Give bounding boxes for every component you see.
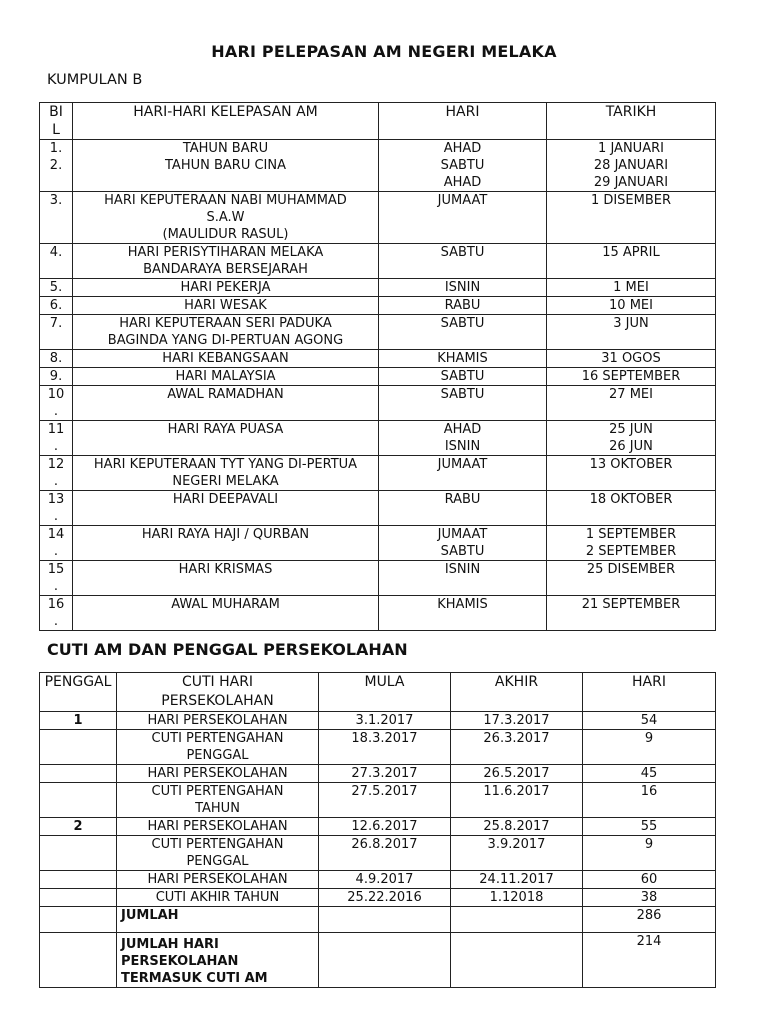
row-number-line: . bbox=[53, 509, 59, 524]
term-number bbox=[40, 889, 117, 907]
term-days-line: 54 bbox=[640, 713, 658, 728]
term-start-line: 3.1.2017 bbox=[355, 713, 414, 728]
row-number bbox=[40, 561, 73, 596]
holiday-date-line: 29 JANUARI bbox=[593, 175, 669, 190]
holiday-day-line: JUMAAT bbox=[437, 193, 488, 208]
holiday-name-line: AWAL MUHARAM bbox=[171, 597, 280, 612]
term-start bbox=[319, 836, 451, 871]
holiday-day-line: ISNIN bbox=[444, 562, 481, 577]
holiday-name-line: NEGERI MELAKA bbox=[172, 474, 279, 489]
holiday-date-line: 1 JANUARI bbox=[598, 141, 664, 156]
holiday-date-line: 26 JUN bbox=[609, 439, 653, 454]
total-empty bbox=[451, 933, 583, 988]
holiday-day bbox=[379, 561, 547, 596]
row-number-line: 14 bbox=[47, 527, 65, 542]
holiday-date bbox=[547, 596, 716, 631]
term-start-line: 27.5.2017 bbox=[351, 784, 418, 799]
holiday-day-line: ISNIN bbox=[444, 280, 481, 295]
table-row bbox=[40, 421, 716, 456]
total-label bbox=[117, 907, 319, 933]
term-number bbox=[40, 783, 117, 818]
row-number bbox=[40, 421, 73, 456]
holiday-date bbox=[547, 421, 716, 456]
term-days-line: 38 bbox=[640, 890, 658, 905]
term-end bbox=[451, 765, 583, 783]
row-number-line: 4. bbox=[49, 245, 63, 260]
term-type bbox=[117, 889, 319, 907]
term-type-line: HARI PERSEKOLAHAN bbox=[147, 713, 288, 728]
row-number-line: 1. bbox=[49, 141, 63, 156]
holiday-name-line: HARI RAYA HAJI / QURBAN bbox=[141, 527, 310, 542]
term-days-line: 16 bbox=[640, 784, 658, 799]
holiday-table bbox=[39, 102, 716, 631]
holiday-date-line: 15 APRIL bbox=[602, 245, 660, 260]
holiday-name-line: HARI KEPUTERAAN TYT YANG DI-PERTUA bbox=[93, 457, 358, 472]
holiday-date bbox=[547, 297, 716, 315]
total-empty bbox=[40, 907, 117, 933]
header-hari: HARI bbox=[583, 673, 716, 712]
header-akhir: AKHIR bbox=[451, 673, 583, 712]
term-type bbox=[117, 871, 319, 889]
row-number bbox=[40, 192, 73, 244]
holiday-name-line: TAHUN BARU bbox=[182, 141, 269, 156]
holiday-name bbox=[73, 279, 379, 297]
row-number-line: . bbox=[53, 439, 59, 454]
holiday-name bbox=[73, 561, 379, 596]
holiday-date-line: 10 MEI bbox=[609, 298, 653, 313]
term-start bbox=[319, 818, 451, 836]
holiday-date bbox=[547, 315, 716, 350]
term-type-line: CUTI PERTENGAHAN bbox=[151, 837, 284, 852]
term-number bbox=[40, 818, 117, 836]
table-row bbox=[40, 765, 716, 783]
table-row bbox=[40, 368, 716, 386]
holiday-date-line: 1 SEPTEMBER bbox=[585, 527, 677, 542]
row-number-line: 13 bbox=[47, 492, 65, 507]
holiday-day bbox=[379, 244, 547, 279]
holiday-name bbox=[73, 244, 379, 279]
holiday-date-line: 3 JUN bbox=[613, 316, 649, 331]
holiday-name bbox=[73, 192, 379, 244]
total-label-line: JUMLAH bbox=[121, 908, 179, 923]
term-days-line: 9 bbox=[644, 837, 654, 852]
term-type bbox=[117, 783, 319, 818]
term-number bbox=[40, 836, 117, 871]
holiday-day-line: JUMAAT bbox=[437, 457, 488, 472]
total-school-label bbox=[117, 933, 319, 988]
holiday-name-line: HARI PEKERJA bbox=[180, 280, 271, 295]
holiday-date bbox=[547, 368, 716, 386]
total-empty bbox=[451, 907, 583, 933]
row-number bbox=[40, 386, 73, 421]
holiday-day bbox=[379, 421, 547, 456]
holiday-day-line: KHAMIS bbox=[437, 597, 488, 612]
term-number bbox=[40, 730, 117, 765]
term-days bbox=[583, 730, 716, 765]
term-type-line: CUTI PERTENGAHAN bbox=[151, 784, 284, 799]
term-type bbox=[117, 818, 319, 836]
holiday-day bbox=[379, 368, 547, 386]
term-end bbox=[451, 871, 583, 889]
header-date: TARIKH bbox=[547, 103, 716, 140]
term-type-line: PENGGAL bbox=[186, 854, 249, 869]
term-days-line: 55 bbox=[640, 819, 658, 834]
term-start-line: 18.3.2017 bbox=[351, 731, 418, 746]
header-holiday-name: HARI-HARI KELEPASAN AM bbox=[73, 103, 379, 140]
holiday-date bbox=[547, 279, 716, 297]
holiday-date-line: 13 OKTOBER bbox=[589, 457, 673, 472]
holiday-date bbox=[547, 140, 716, 192]
holiday-name-line: HARI PERISYTIHARAN MELAKA bbox=[127, 245, 324, 260]
holiday-name bbox=[73, 386, 379, 421]
term-number bbox=[40, 765, 117, 783]
holiday-date bbox=[547, 456, 716, 491]
term-end bbox=[451, 783, 583, 818]
holiday-date-line: 18 OKTOBER bbox=[589, 492, 673, 507]
holiday-day bbox=[379, 386, 547, 421]
row-number-line: 11 bbox=[47, 422, 65, 437]
holiday-date-line: 1 DISEMBER bbox=[590, 193, 672, 208]
holiday-name bbox=[73, 350, 379, 368]
term-start-line: 27.3.2017 bbox=[351, 766, 418, 781]
table-row bbox=[40, 140, 716, 192]
row-number-line: 15 bbox=[47, 562, 65, 577]
row-number-line: 5. bbox=[49, 280, 63, 295]
holiday-name bbox=[73, 526, 379, 561]
table-row bbox=[40, 871, 716, 889]
table-row bbox=[40, 244, 716, 279]
holiday-date-line: 16 SEPTEMBER bbox=[581, 369, 681, 384]
holiday-name-line: HARI WESAK bbox=[184, 298, 267, 313]
row-number-line: . bbox=[53, 544, 59, 559]
term-days bbox=[583, 889, 716, 907]
holiday-day-line: AHAD bbox=[443, 175, 482, 190]
holiday-name bbox=[73, 297, 379, 315]
holiday-day bbox=[379, 140, 547, 192]
holiday-date-line: 27 MEI bbox=[609, 387, 653, 402]
table-row bbox=[40, 596, 716, 631]
holiday-name bbox=[73, 368, 379, 386]
term-start bbox=[319, 889, 451, 907]
row-number-line: 16 bbox=[47, 597, 65, 612]
holiday-date bbox=[547, 244, 716, 279]
term-type bbox=[117, 836, 319, 871]
holiday-name bbox=[73, 315, 379, 350]
term-start bbox=[319, 871, 451, 889]
row-number-line: . bbox=[53, 474, 59, 489]
holiday-date-line: 31 OGOS bbox=[601, 351, 661, 366]
holiday-name-line: (MAULIDUR RASUL) bbox=[162, 227, 289, 242]
term-end-line: 26.5.2017 bbox=[483, 766, 550, 781]
term-number bbox=[40, 871, 117, 889]
holiday-day-line: KHAMIS bbox=[437, 351, 488, 366]
holiday-day bbox=[379, 192, 547, 244]
table-row bbox=[40, 297, 716, 315]
holiday-name-line: HARI KRISMAS bbox=[178, 562, 273, 577]
term-type-line: TAHUN bbox=[195, 801, 240, 816]
total-school-value bbox=[583, 933, 716, 988]
holiday-day-line: ISNIN bbox=[444, 439, 481, 454]
term-end bbox=[451, 712, 583, 730]
term-end-line: 25.8.2017 bbox=[483, 819, 550, 834]
holiday-name bbox=[73, 140, 379, 192]
term-end bbox=[451, 836, 583, 871]
row-number bbox=[40, 350, 73, 368]
holiday-name bbox=[73, 596, 379, 631]
holiday-date bbox=[547, 526, 716, 561]
holiday-date-line: 25 JUN bbox=[609, 422, 653, 437]
header-bil: BIL bbox=[40, 103, 73, 140]
term-start bbox=[319, 765, 451, 783]
row-number-line: 2. bbox=[49, 158, 63, 173]
table-row bbox=[40, 889, 716, 907]
row-number-line: 9. bbox=[49, 369, 63, 384]
term-start-line: 12.6.2017 bbox=[351, 819, 418, 834]
holiday-date-line: 28 JANUARI bbox=[593, 158, 669, 173]
term-start bbox=[319, 730, 451, 765]
holiday-date-line: 1 MEI bbox=[613, 280, 649, 295]
row-number bbox=[40, 315, 73, 350]
page-title: HARI PELEPASAN AM NEGERI MELAKA bbox=[211, 42, 557, 61]
term-end-line: 1.12018 bbox=[489, 890, 544, 905]
row-number bbox=[40, 368, 73, 386]
table-row bbox=[40, 526, 716, 561]
holiday-date-line: 2 SEPTEMBER bbox=[585, 544, 677, 559]
total-value bbox=[583, 907, 716, 933]
table-row bbox=[40, 350, 716, 368]
total-school-row bbox=[40, 933, 716, 988]
row-number bbox=[40, 456, 73, 491]
row-number-line: . bbox=[53, 614, 59, 629]
section-title: CUTI AM DAN PENGGAL PERSEKOLAHAN bbox=[47, 640, 408, 659]
row-number bbox=[40, 279, 73, 297]
total-row bbox=[40, 907, 716, 933]
holiday-date-line: 25 DISEMBER bbox=[586, 562, 676, 577]
holiday-day-line: SABTU bbox=[440, 544, 485, 559]
holiday-day bbox=[379, 350, 547, 368]
holiday-day-line: SABTU bbox=[440, 158, 485, 173]
row-number-line: 3. bbox=[49, 193, 63, 208]
holiday-date bbox=[547, 491, 716, 526]
holiday-name-line: BANDARAYA BERSEJARAH bbox=[143, 262, 308, 277]
header-penggal: PENGGAL bbox=[40, 673, 117, 712]
holiday-name bbox=[73, 491, 379, 526]
group-label: KUMPULAN B bbox=[47, 72, 143, 88]
holiday-name-line: HARI MALAYSIA bbox=[175, 369, 276, 384]
row-number-line: 8. bbox=[49, 351, 63, 366]
holiday-name bbox=[73, 456, 379, 491]
holiday-name-line: HARI KEPUTERAAN SERI PADUKA bbox=[119, 316, 332, 331]
term-days-line: 60 bbox=[640, 872, 658, 887]
holiday-day-line: SABTU bbox=[440, 369, 485, 384]
row-number bbox=[40, 140, 73, 192]
term-end-line: 11.6.2017 bbox=[483, 784, 550, 799]
term-start-line: 25.22.2016 bbox=[347, 890, 422, 905]
table-row bbox=[40, 456, 716, 491]
holiday-name-line: HARI KEBANGSAAN bbox=[162, 351, 289, 366]
row-number bbox=[40, 526, 73, 561]
term-start bbox=[319, 712, 451, 730]
holiday-day bbox=[379, 596, 547, 631]
row-number bbox=[40, 596, 73, 631]
holiday-name-line: BAGINDA YANG DI-PERTUAN AGONG bbox=[107, 333, 344, 348]
school-term-table bbox=[39, 672, 716, 988]
holiday-day bbox=[379, 526, 547, 561]
table-row bbox=[40, 561, 716, 596]
term-end-line: 26.3.2017 bbox=[483, 731, 550, 746]
holiday-date bbox=[547, 350, 716, 368]
term-type-line: CUTI AKHIR TAHUN bbox=[155, 890, 280, 905]
holiday-name bbox=[73, 421, 379, 456]
row-number bbox=[40, 297, 73, 315]
holiday-name-line: HARI KEPUTERAAN NABI MUHAMMAD bbox=[104, 193, 347, 208]
total-school-value-line: 214 bbox=[636, 934, 662, 949]
term-days bbox=[583, 765, 716, 783]
table-row bbox=[40, 783, 716, 818]
table-row bbox=[40, 192, 716, 244]
term-number-line: 1 bbox=[73, 713, 83, 728]
term-type-line: HARI PERSEKOLAHAN bbox=[147, 766, 288, 781]
term-days-line: 9 bbox=[644, 731, 654, 746]
row-number-line: 7. bbox=[49, 316, 63, 331]
table-row bbox=[40, 279, 716, 297]
header-day: HARI bbox=[379, 103, 547, 140]
holiday-table-header bbox=[40, 103, 716, 140]
holiday-date bbox=[547, 192, 716, 244]
holiday-day bbox=[379, 456, 547, 491]
table-row bbox=[40, 730, 716, 765]
holiday-day-line: RABU bbox=[444, 298, 481, 313]
term-type-line: CUTI PERTENGAHAN bbox=[151, 731, 284, 746]
total-school-label-line: PERSEKOLAHAN bbox=[121, 954, 239, 969]
holiday-name-line: AWAL RAMADHAN bbox=[167, 387, 284, 402]
term-start-line: 26.8.2017 bbox=[351, 837, 418, 852]
total-school-label-line: TERMASUK CUTI AM bbox=[121, 971, 268, 986]
row-number bbox=[40, 491, 73, 526]
header-mula: MULA bbox=[319, 673, 451, 712]
holiday-name-line: HARI RAYA PUASA bbox=[167, 422, 284, 437]
term-days bbox=[583, 818, 716, 836]
term-end bbox=[451, 730, 583, 765]
term-table-header bbox=[40, 673, 716, 712]
holiday-day-line: SABTU bbox=[440, 316, 485, 331]
term-end bbox=[451, 818, 583, 836]
term-days bbox=[583, 783, 716, 818]
row-number-line: 6. bbox=[49, 298, 63, 313]
holiday-day-line: AHAD bbox=[443, 422, 482, 437]
total-empty bbox=[40, 933, 117, 988]
total-school-label-line: JUMLAH HARI bbox=[121, 937, 219, 952]
term-days-line: 45 bbox=[640, 766, 658, 781]
holiday-date-line: 21 SEPTEMBER bbox=[581, 597, 681, 612]
holiday-day-line: JUMAAT bbox=[437, 527, 488, 542]
term-end-line: 3.9.2017 bbox=[487, 837, 546, 852]
term-type bbox=[117, 712, 319, 730]
holiday-day bbox=[379, 279, 547, 297]
term-end-line: 17.3.2017 bbox=[483, 713, 550, 728]
term-start bbox=[319, 783, 451, 818]
term-start-line: 4.9.2017 bbox=[355, 872, 414, 887]
holiday-date bbox=[547, 386, 716, 421]
row-number bbox=[40, 244, 73, 279]
term-days bbox=[583, 712, 716, 730]
term-end bbox=[451, 889, 583, 907]
row-number-line: . bbox=[53, 579, 59, 594]
term-number bbox=[40, 712, 117, 730]
table-row bbox=[40, 836, 716, 871]
header-cuti: CUTI HARI PERSEKOLAHAN bbox=[117, 673, 319, 712]
row-number-line: 12 bbox=[47, 457, 65, 472]
holiday-day bbox=[379, 491, 547, 526]
total-value-line: 286 bbox=[636, 908, 662, 923]
total-empty bbox=[319, 933, 451, 988]
term-days bbox=[583, 871, 716, 889]
term-number-line: 2 bbox=[73, 819, 83, 834]
holiday-name-line: HARI DEEPAVALI bbox=[172, 492, 279, 507]
term-type-line: PENGGAL bbox=[186, 748, 249, 763]
holiday-day-line: AHAD bbox=[443, 141, 482, 156]
holiday-day-line: RABU bbox=[444, 492, 481, 507]
holiday-name-line: TAHUN BARU CINA bbox=[165, 158, 286, 173]
holiday-day-line: SABTU bbox=[440, 245, 485, 260]
term-type bbox=[117, 730, 319, 765]
holiday-name-line: S.A.W bbox=[206, 210, 245, 225]
table-row bbox=[40, 386, 716, 421]
row-number-line: . bbox=[53, 404, 59, 419]
table-row bbox=[40, 712, 716, 730]
term-end-line: 24.11.2017 bbox=[479, 872, 554, 887]
row-number-line: 10 bbox=[47, 387, 65, 402]
table-row bbox=[40, 491, 716, 526]
term-type-line: HARI PERSEKOLAHAN bbox=[147, 872, 288, 887]
total-empty bbox=[319, 907, 451, 933]
term-type bbox=[117, 765, 319, 783]
holiday-day bbox=[379, 315, 547, 350]
holiday-day bbox=[379, 297, 547, 315]
holiday-date bbox=[547, 561, 716, 596]
term-type-line: HARI PERSEKOLAHAN bbox=[147, 819, 288, 834]
table-row bbox=[40, 818, 716, 836]
holiday-day-line: SABTU bbox=[440, 387, 485, 402]
table-row bbox=[40, 315, 716, 350]
term-days bbox=[583, 836, 716, 871]
